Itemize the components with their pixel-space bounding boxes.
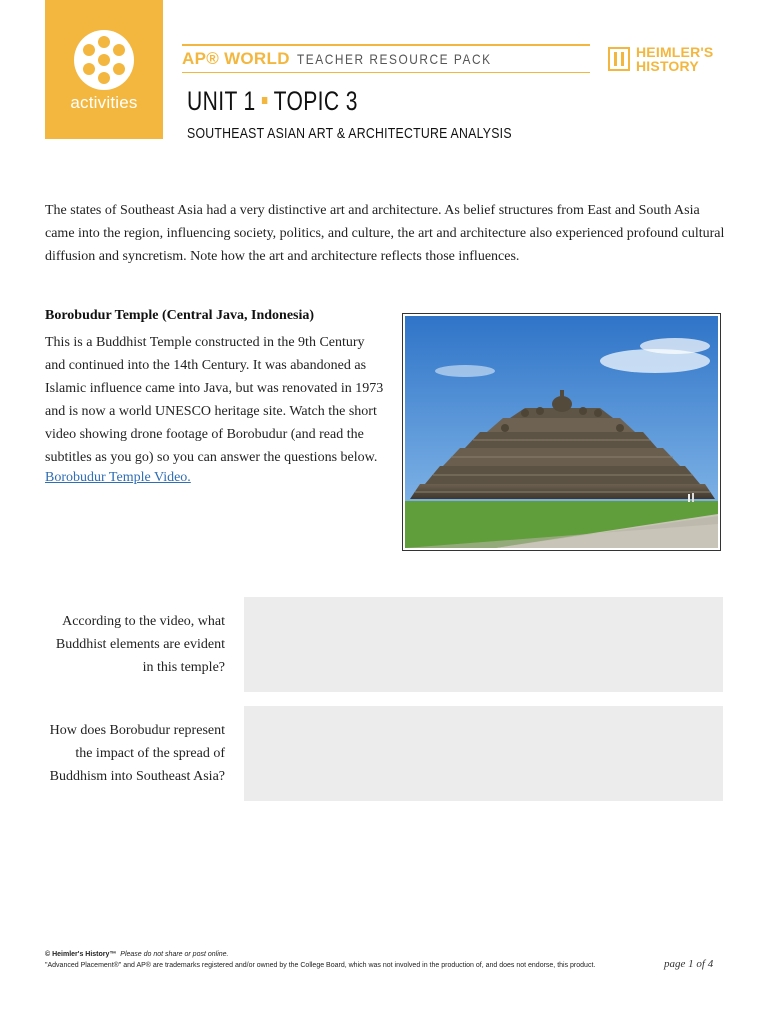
logo-line1: HEIMLER'S: [636, 44, 714, 60]
answer-box-2[interactable]: [244, 706, 723, 801]
section-line: and is now a world UNESCO heritage site. Watch the short: [45, 404, 377, 419]
copyright-text: © Heimler's History™: [45, 951, 117, 958]
footer-trademark: "Advanced Placement®" and AP® are trademarks registered and/or owned by the College Board, which was not involved in the production of, and does not endorse, this product.: [45, 962, 596, 969]
question-1: [45, 610, 225, 679]
intro-line: diffusion and syncretism. Note how the art and architecture reflects those influences.: [45, 249, 520, 264]
resource-pack-label: TEACHER RESOURCE PACK: [297, 51, 492, 67]
question-line: How does Borobudur represent: [49, 723, 225, 738]
question-line: Buddhist elements are evident: [55, 637, 225, 652]
badge-label: activities: [70, 93, 138, 112]
section-line: Islamic influence came into Java, but was renovated in 1973: [45, 381, 384, 396]
question-line: Buddhism into Southeast Asia?: [49, 769, 225, 784]
question-2: [45, 719, 225, 788]
unit-label: UNIT 1: [187, 86, 256, 116]
intro-line: came into the region, influencing society, politics, and culture, the art and architecture also experienced profound cultural: [45, 226, 725, 241]
section-line: This is a Buddhist Temple constructed in the 9th Century: [45, 335, 365, 350]
section-body: [45, 331, 385, 469]
intro-line: The states of Southeast Asia had a very distinctive art and architecture. As belief structures from East and South Asia: [45, 203, 700, 218]
heimlers-history-logo: [608, 45, 726, 75]
activities-badge: [45, 0, 163, 139]
page-subtitle: SOUTHEAST ASIAN ART & ARCHITECTURE ANALYSIS: [187, 125, 512, 142]
borobudur-photo: [402, 313, 721, 551]
page-title: [187, 86, 358, 117]
logo-text: [636, 45, 713, 73]
question-line: the impact of the spread of: [75, 746, 225, 761]
page-number: page 1 of 4: [664, 958, 714, 970]
logo-line2: HISTORY: [636, 58, 699, 74]
footer-copyright: [45, 951, 228, 958]
question-line: According to the video, what: [62, 614, 225, 629]
ap-world-label: AP® WORLD: [182, 49, 290, 68]
video-link[interactable]: Borobudur Temple Video.: [45, 470, 191, 485]
section-line: subtitles as you go) so you can answer the questions below.: [45, 450, 378, 465]
header-rule-top: [182, 44, 590, 46]
section-line: video showing drone footage of Borobudur (and read the: [45, 427, 364, 442]
question-line: in this temple?: [142, 660, 225, 675]
title-separator: [262, 97, 267, 104]
topic-label: TOPIC 3: [273, 86, 358, 116]
section-title: Borobudur Temple (Central Java, Indonesia): [45, 308, 315, 323]
logo-h-icon: [608, 47, 630, 71]
activities-icon: [74, 30, 134, 90]
header-rule-bottom: [182, 72, 590, 73]
section-line: and continued into the 14th Century. It was abandoned as: [45, 358, 367, 373]
intro-paragraph: [45, 199, 735, 268]
share-notice: Please do not share or post online.: [120, 951, 229, 958]
answer-box-1[interactable]: [244, 597, 723, 692]
